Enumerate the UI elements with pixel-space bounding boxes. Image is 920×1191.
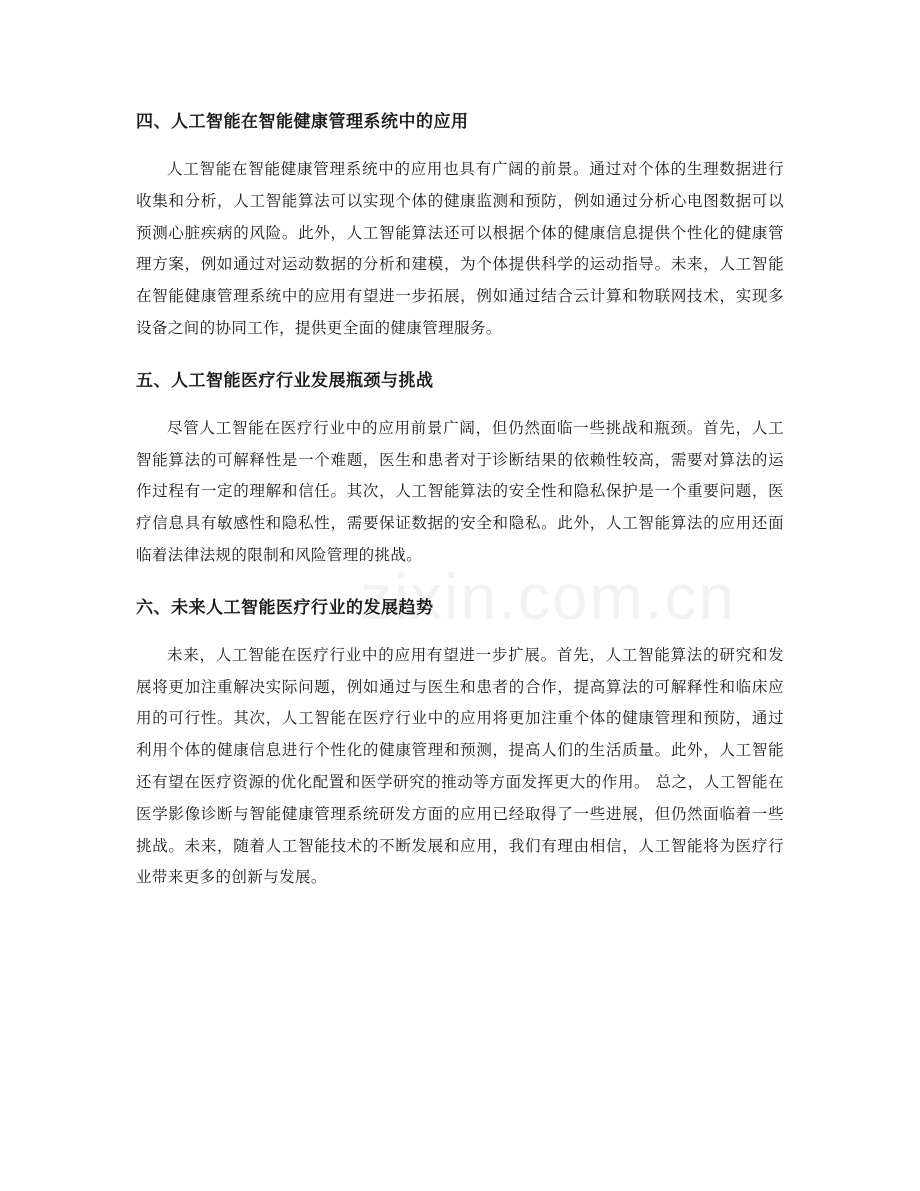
section-heading: 六、未来人工智能医疗行业的发展趋势 <box>136 597 434 618</box>
section-paragraph: 人工智能在智能健康管理系统中的应用也具有广阔的前景。通过对个体的生理数据进行收集和分析，人工智能算法可以实现个体的健康监测和预防，例如通过分析心电图数据可以预测心脏疾病的风险。此外，人工智能算法还可以根据个体的健康信息提供个性化的健康管理方案，例如通过对运动数据的分析和建模，为个体提供科学的运动指导。未来，人工智能在智能健康管理系统中的应用有望进一步拓展，例如通过结合云计算和物联网技术，实现多设备之间的协同工作，提供更全面的健康管理服务。 <box>136 160 784 337</box>
section-paragraph: 尽管人工智能在医疗行业中的应用前景广阔，但仍然面临一些挑战和瓶颈。首先，人工智能算法的可解释性是一个难题，医生和患者对于诊断结果的依赖性较高，需要对算法的运作过程有一定的理解和信任。其次，人工智能算法的安全性和隐私保护是一个重要问题，医疗信息具有敏感性和隐私性，需要保证数据的安全和隐私。此外，人工智能算法的应用还面临着法律法规的限制和风险管理的挑战。 <box>136 418 784 564</box>
section-paragraph: 未来，人工智能在医疗行业中的应用有望进一步扩展。首先，人工智能算法的研究和发展将更加注重解决实际问题，例如通过与医生和患者的合作，提高算法的可解释性和临床应用的可行性。其次，人工智能在医疗行业中的应用将更加注重个体的健康管理和预防，通过利用个体的健康信息进行个性化的健康管理和预测，提高人们的生活质量。此外，人工智能还有望在医疗资源的优化配置和医学研究的推动等方面发挥更大的作用。 总之，人工智能在医学影像诊断与智能健康管理系统研发方面的应用已经取得了一些进展，但仍然面临着一些挑战。未来，随着人工智能技术的不断发展和应用，我们有理由相信，人工智能将为医疗行业带来更多的创新与发展。 <box>136 645 784 887</box>
section-4 <box>136 106 784 345</box>
section-6 <box>136 592 784 894</box>
section-heading: 四、人工智能在智能健康管理系统中的应用 <box>136 112 469 132</box>
section-5 <box>136 365 784 572</box>
document-body <box>136 106 784 914</box>
section-heading: 五、人工智能医疗行业发展瓶颈与挑战 <box>136 370 434 391</box>
watermark: zixin.com.cn <box>360 561 737 633</box>
